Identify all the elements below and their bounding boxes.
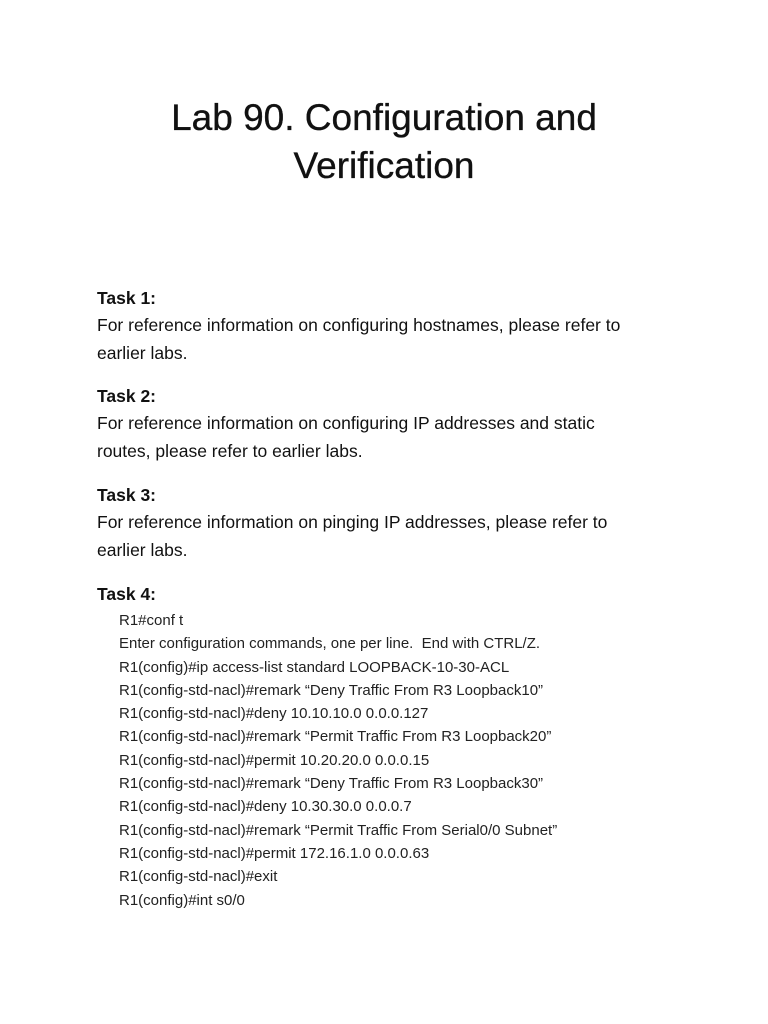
cli-line: R1(config-std-nacl)#remark “Deny Traffic From R3 Loopback10”: [119, 681, 544, 699]
cli-line: R1(config-std-nacl)#remark “Permit Traffic From R3 Loopback20”: [119, 728, 552, 746]
cli-line: R1(config-std-nacl)#remark “Permit Traffic From Serial0/0 Subnet”: [119, 821, 558, 839]
cli-line: R1(config-std-nacl)#remark “Deny Traffic From R3 Loopback30”: [119, 775, 544, 793]
cli-line: R1#conf t: [119, 612, 184, 629]
cli-line: R1(config)#int s0/0: [119, 891, 245, 909]
task-4-section: [97, 581, 697, 607]
page-title-line-1: Lab 90. Configuration and: [171, 97, 597, 138]
task-1-body: For reference information on configuring hostnames, please refer to earlier labs.: [97, 315, 621, 363]
task-3-heading: Task 3:: [97, 485, 157, 505]
cli-line: Enter configuration commands, one per line. End with CTRL/Z.: [119, 635, 541, 653]
cli-transcript: [119, 609, 557, 912]
page-title: [0, 94, 768, 190]
task-2-heading: Task 2:: [97, 386, 157, 406]
task-3-body: For reference information on pinging IP addresses, please refer to earlier labs.: [97, 512, 608, 560]
cli-line: R1(config-std-nacl)#permit 10.20.20.0 0.0.0.15: [119, 751, 430, 769]
cli-line: R1(config-std-nacl)#deny 10.10.10.0 0.0.0.127: [119, 705, 429, 723]
page-title-line-2: Verification: [293, 145, 475, 186]
cli-line: R1(config)#ip access-list standard LOOPBACK-10-30-ACL: [119, 658, 510, 676]
task-2-section: [97, 383, 697, 465]
task-1-section: [97, 285, 697, 367]
cli-line: R1(config-std-nacl)#exit: [119, 868, 278, 886]
cli-line: R1(config-std-nacl)#permit 172.16.1.0 0.0.0.63: [119, 844, 430, 862]
task-2-body: For reference information on configuring IP addresses and static routes, please refer to earlier labs.: [97, 413, 595, 461]
cli-line: R1(config-std-nacl)#deny 10.30.30.0 0.0.0.7: [119, 798, 412, 816]
task-3-section: [97, 482, 697, 564]
task-4-heading: Task 4:: [97, 584, 157, 604]
task-1-heading: Task 1:: [97, 288, 157, 308]
